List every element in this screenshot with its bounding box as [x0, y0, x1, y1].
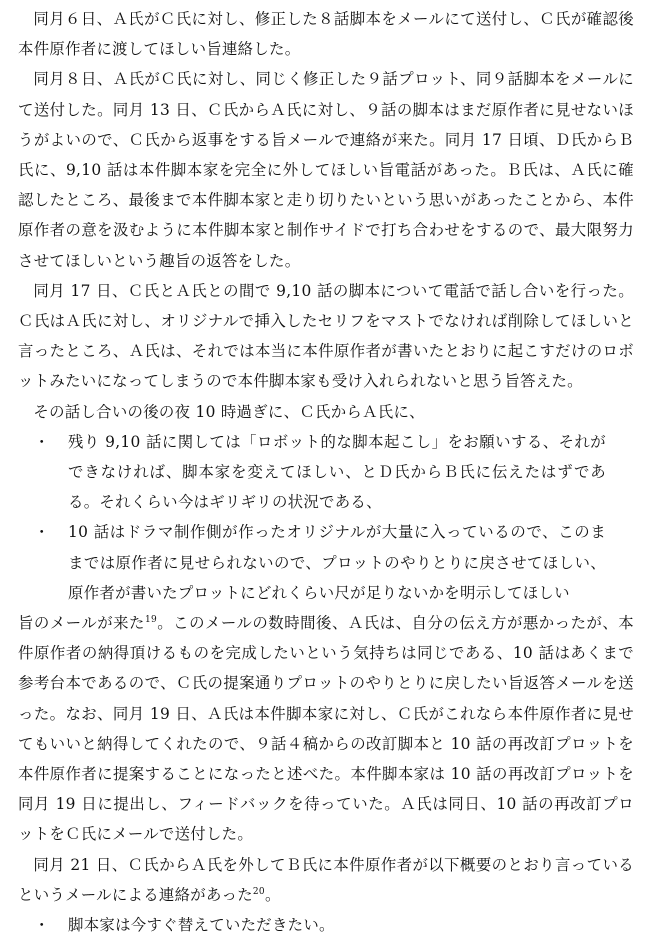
- bullet-text-3: 脚本家は今すぐ替えていただきたい。: [68, 916, 335, 935]
- paragraph-5-rest: 。このメールの数時間後、Ａ氏は、自分の伝え方が悪かったが、本件原作者の納得頂けるものを完成したいという気持ちは同じである、10 話はあくまで参考台本であるので、Ｃ氏の提案通りプロットのやりとりに戻したい旨返答メールを送った。なお、同月 19 日、Ａ氏は本件脚本家に対し、Ｃ氏がこれなら本件原作者に見せてもいいと納得してくれたので、９話４稿からの改訂脚本と 10 話の再改訂プロットを本件原作者に提案することになったと述べた。本件脚本家は 10 話の再改訂プロットを同月 19 日に提出し、フィードバックを待っていた。Ａ氏は同日、10 話の再改訂プロットをＣ氏にメールで送付した。: [18, 614, 634, 844]
- footnote-ref-19[interactable]: 19: [144, 615, 158, 626]
- paragraph-6-lead: 同月 21 日、Ｃ氏からＡ氏を外してＢ氏に本件原作者が以下概要のとおり言っているというメールによる連絡があった: [18, 855, 634, 904]
- bullet-item-1: [18, 427, 634, 518]
- bullet-item-3: [18, 910, 634, 940]
- paragraph-6: [18, 850, 634, 910]
- paragraph-2: 同月８日、Ａ氏がＣ氏に対し、同じく修正した９話プロット、同９話脚本をメールにて送付した。同月 13 日、Ｃ氏からＡ氏に対し、９話の脚本はまだ原作者に見せないほうがよいので、Ｃ氏から返事をする旨メールで連絡が来た。同月 17 日頃、Ｄ氏からＢ氏に、9,10 話は本件脚本家を完全に外してほしい旨電話があった。Ｂ氏は、Ａ氏に確認したところ、最後まで本件脚本家と走り切りたいという思いがあったことから、本件原作者の意を汲むように本件脚本家と制作サイドで打ち合わせをするので、最大限努力させてほしいという趣旨の返答をした。: [18, 70, 634, 270]
- bullet-mark: ・: [34, 432, 50, 451]
- bullet-item-2: [18, 517, 634, 608]
- bullet-text-1: 残り 9,10 話に関しては「ロボット的な脚本起こし」をお願いする、それができなければ、脚本家を変えてほしい、とＤ氏からＢ氏に伝えたはずである。それくらい今はギリギリの状況である、: [68, 432, 606, 512]
- bullet-mark: ・: [34, 916, 50, 935]
- paragraph-5: [18, 608, 634, 850]
- bullet-text-2: 10 話はドラマ制作側が作ったオリジナルが大量に入っているので、このままでは原作者に見せられないので、プロットのやりとりに戻させてほしい、原作者が書いたプロットにどれくらい尺が足りないかを明示してほしい: [68, 523, 606, 602]
- paragraph-4: その話し合いの後の夜 10 時過ぎに、Ｃ氏からＡ氏に、: [33, 402, 425, 421]
- footnote-ref-20[interactable]: 20: [252, 886, 265, 897]
- paragraph-1: 同月６日、Ａ氏がＣ氏に対し、修正した８話脚本をメールにて送付し、Ｃ氏が確認後本件原作者に渡してほしい旨連絡した。: [18, 10, 634, 59]
- paragraph-6-end: 。: [264, 885, 281, 904]
- paragraph-5-lead: 旨のメールが来た: [18, 614, 145, 633]
- bullet-mark: ・: [34, 523, 50, 542]
- paragraph-3: 同月 17 日、Ｃ氏とＡ氏との間で 9,10 話の脚本について電話で話し合いを行った。Ｃ氏はＡ氏に対し、オリジナルで挿入したセリフをマストでなければ削除してほしいと言ったところ、Ａ氏は、それでは本当に本件原作者が書いたとおりに起こすだけのロボットみたいになってしまうので本件脚本家も受け入れられないと思う旨答えた。: [18, 281, 634, 391]
